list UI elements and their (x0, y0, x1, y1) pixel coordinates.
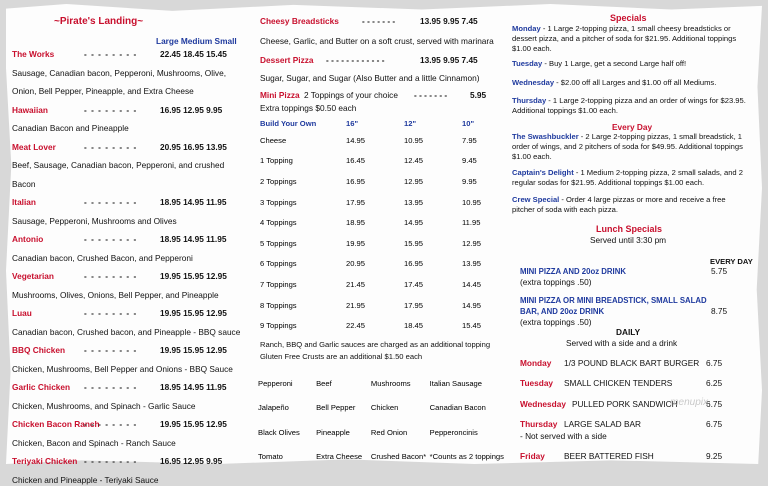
build-price-cell: 9.95 (462, 176, 477, 186)
pizza-description: Chicken and Pineapple - Teriyaki Sauce (12, 474, 159, 485)
pizza-prices: 19.95 15.95 12.95 (160, 345, 227, 355)
toppings-row (258, 371, 504, 396)
toppings-table (258, 371, 504, 469)
build-row (260, 192, 490, 213)
build-price-cell: 11.95 (462, 218, 481, 228)
pizza-description: Mushrooms, Olives, Onions, Bell Pepper, and Pineapple (12, 289, 219, 300)
breadsticks-prices: 13.95 9.95 7.45 (420, 16, 478, 26)
build-price-cell: 18.45 (404, 321, 424, 331)
lunch-title: Lunch Specials (596, 224, 663, 234)
build-size-label: 1 Topping (260, 156, 293, 166)
pizza-dots: - - - - - - - - (84, 308, 138, 318)
menupix-watermark: menupix (670, 397, 708, 408)
pizza-description: Chicken, Mushrooms, Bell Pepper and Onions - BBQ Sauce (12, 363, 233, 374)
build-price-cell: 14.45 (462, 279, 482, 289)
pizza-dots: - - - - - - - - (84, 382, 138, 392)
topping-name: Crushed Bacon* (370, 452, 427, 462)
sauce-note: Ranch, BBQ and Garlic sauces are charged as an additional topping (260, 340, 491, 349)
pizza-name: Meat Lover (12, 141, 56, 152)
combo-extra: (extra toppings .50) (520, 317, 592, 327)
topping-name: Mushrooms (370, 378, 411, 388)
build-table-header (260, 116, 490, 130)
pizza-name: Hawaiian (12, 104, 48, 115)
pizza-prices: 20.95 16.95 13.95 (160, 141, 227, 152)
special-name: Captain's Delight (512, 168, 574, 177)
pizza-dots: - - - - - - - - (84, 104, 138, 115)
special-item (512, 24, 748, 54)
build-row (260, 233, 490, 254)
build-header-cell: Build Your Own (260, 118, 317, 128)
every-day-label: EVERY DAY (710, 257, 753, 266)
pizza-prices: 19.95 15.95 12.95 (160, 419, 227, 429)
special-item (512, 78, 748, 88)
everyday-title: Every Day (612, 122, 653, 132)
pizza-description: Sausage, Canadian bacon, Pepperoni, Mushrooms, Olive, (12, 67, 227, 78)
pizza-prices: 18.95 14.95 11.95 (160, 234, 227, 244)
dessert-desc: Sugar, Sugar, and Sugar (Also Butter and a little Cinnamon) (260, 73, 480, 83)
daily-price: 6.75 (706, 419, 723, 429)
special-item (512, 132, 748, 162)
breadsticks-name: Cheesy Breadsticks (260, 16, 339, 26)
build-size-label: 2 Toppings (260, 176, 297, 186)
topping-name: Black Olives (258, 427, 300, 437)
topping-name: Chicken (370, 403, 399, 413)
daily-day: Monday (520, 358, 552, 368)
pizza-name: Chicken Bacon Ranch (12, 419, 100, 429)
pizza-prices: 16.95 12.95 9.95 (160, 104, 223, 115)
daily-day: Wednesday (520, 399, 566, 409)
special-name: Thursday (512, 96, 547, 105)
build-price-cell: 21.95 (346, 300, 366, 310)
pizza-description: Canadian bacon, Crushed bacon, and Pineapple - BBQ sauce (12, 326, 241, 337)
build-row (260, 315, 490, 336)
daily-item: PULLED PORK SANDWICH (572, 399, 678, 409)
pizza-description: Sausage, Pepperoni, Mushrooms and Olives (12, 215, 177, 226)
daily-item: BEER BATTERED FISH (564, 451, 654, 461)
daily-day: Tuesday (520, 378, 554, 388)
mini-pizza-name: Mini Pizza (260, 90, 300, 100)
special-item (512, 195, 748, 215)
pizza-prices: 18.95 14.95 11.95 (160, 382, 227, 392)
special-name: Crew Special (512, 195, 560, 204)
pizza-description: Chicken, Mushrooms, and Spinach - Garlic Sauce (12, 400, 196, 411)
build-size-label: 8 Toppings (260, 300, 297, 310)
daily-price: 6.25 (706, 378, 723, 388)
lunch-subtitle: Served until 3:30 pm (590, 235, 667, 245)
build-price-cell: 10.95 (404, 135, 424, 145)
combo-item: MINI PIZZA OR MINI BREADSTICK, SMALL SALAD BAR, AND 20oz DRINK (520, 296, 707, 316)
build-price-cell: 18.95 (346, 218, 366, 228)
special-text: - 1 Medium 2-topping pizza, 2 small salads, and 2 regular sodas for $21.95. Additional toppings $1.00 each. (512, 168, 743, 187)
pizza-dots: - - - - - - - - (84, 345, 138, 355)
pizza-dots: - - - - - - - - (84, 141, 138, 152)
pizza-prices: 18.95 14.95 11.95 (160, 197, 227, 207)
build-size-label: 6 Toppings (260, 259, 297, 269)
build-price-cell: 22.45 (346, 321, 366, 331)
pizza-prices: 19.95 15.95 12.95 (160, 308, 227, 318)
mini-pizza-dots: - - - - - - - (414, 90, 448, 100)
breadsticks-dots: - - - - - - - (362, 16, 396, 26)
topping-name: Pepperoni (258, 378, 293, 388)
build-row (260, 274, 490, 295)
build-size-label: 9 Toppings (260, 321, 297, 331)
pizza-prices: 19.95 15.95 12.95 (160, 271, 227, 281)
toppings-row (258, 445, 504, 470)
pizza-name: Teriyaki Chicken (12, 456, 78, 466)
dessert-prices: 13.95 9.95 7.45 (420, 55, 478, 65)
pizza-description: Bacon (12, 178, 36, 189)
build-price-cell: 12.95 (404, 176, 424, 186)
pizza-dots: - - - - - - - - (84, 49, 138, 59)
special-name: Monday (512, 24, 541, 33)
pizza-dots: - - - - - - - - (84, 419, 138, 429)
build-price-cell: 13.95 (462, 259, 482, 269)
topping-name: Italian Sausage (429, 378, 483, 388)
build-price-cell: 16.95 (404, 259, 424, 269)
build-price-cell: 12.95 (462, 238, 482, 248)
special-text: - Order 4 large pizzas or more and receive a free pitcher of soda with each pizza. (512, 195, 726, 214)
pizza-name: Luau (12, 308, 32, 318)
build-price-cell: 15.95 (404, 238, 424, 248)
daily-day: Friday (520, 451, 545, 461)
dessert-name: Dessert Pizza (260, 55, 314, 65)
toppings-row (258, 396, 504, 421)
build-price-cell: 9.45 (462, 156, 477, 166)
build-price-cell: 16.95 (346, 176, 366, 186)
daily-item: 1/3 POUND BLACK BART BURGER (564, 358, 700, 368)
special-text: - 1 Large 2-topping pizza, 1 small cheesy breadsticks or dessert pizza, and a pitcher of soda for $21.95. Additional toppings $1.00 each. (512, 24, 737, 53)
mini-drink-item: MINI PIZZA AND 20oz DRINK (520, 267, 626, 276)
special-name: Wednesday (512, 78, 555, 87)
daily-day: Thursday (520, 419, 558, 429)
pizza-prices: 22.45 18.45 15.45 (160, 49, 227, 59)
topping-name: Extra Cheese (316, 452, 363, 462)
pizza-description: Canadian bacon, Crushed Bacon, and Pepperoni (12, 252, 193, 263)
build-price-cell: 17.95 (404, 300, 424, 310)
special-text: - 2 Large 2-topping pizzas, 1 small breadstick, 1 order of wings, and 2 pitchers of soda for $49.95. Additional toppings $1.00 each. (512, 132, 743, 161)
daily-item: LARGE SALAD BAR (564, 419, 642, 429)
pizza-name: Garlic Chicken (12, 382, 71, 392)
topping-name: Beef (316, 378, 332, 388)
topping-name: Jalapeño (258, 403, 289, 413)
build-price-cell: 14.95 (346, 135, 366, 145)
special-item (512, 168, 748, 188)
build-header-cell: 16" (346, 118, 359, 128)
gluten-free-note: Gluten Free Crusts are an additional $1.50 each (260, 352, 423, 361)
pizza-name: Italian (12, 197, 36, 207)
size-header: Large Medium Small (156, 36, 237, 46)
topping-name: *Counts as 2 toppings (429, 452, 504, 462)
mini-pizza-price: 5.95 (470, 90, 487, 100)
special-item (512, 96, 748, 116)
pizza-name: Antonio (12, 234, 44, 244)
restaurant-title: ~Pirate's Landing~ (54, 16, 144, 27)
special-text: - 1 Large 2-topping pizza and an order of wings for $23.95. Additional toppings $1.00 each. (512, 96, 746, 115)
breadsticks-desc: Cheese, Garlic, and Butter on a soft crust, served with marinara (260, 36, 494, 46)
pizza-dots: - - - - - - - - (84, 456, 138, 466)
build-row (260, 212, 490, 233)
pizza-description: Chicken, Bacon and Spinach - Ranch Sauce (12, 437, 176, 448)
mini-drink-extra: (extra toppings .50) (520, 277, 592, 287)
build-price-cell: 20.95 (346, 259, 366, 269)
topping-name: Tomato (258, 452, 283, 462)
build-price-cell: 17.95 (346, 197, 366, 207)
build-row (260, 295, 490, 316)
build-price-cell: 14.95 (462, 300, 482, 310)
topping-name: Pineapple (316, 427, 350, 437)
thursday-note: - Not served with a side (520, 431, 607, 441)
build-your-own-table (260, 116, 490, 336)
topping-name: Pepperoncinis (429, 427, 478, 437)
pizza-name: Vegetarian (12, 271, 54, 281)
pizza-prices: 16.95 12.95 9.95 (160, 456, 223, 466)
build-price-cell: 21.45 (346, 279, 366, 289)
build-size-label: 4 Toppings (260, 218, 297, 228)
daily-price: 9.25 (706, 451, 723, 461)
pizza-dots: - - - - - - - - (84, 271, 138, 281)
daily-item: SMALL CHICKEN TENDERS (564, 378, 673, 388)
build-price-cell: 17.45 (404, 279, 424, 289)
build-price-cell: 15.45 (462, 321, 482, 331)
build-row (260, 130, 490, 151)
dessert-dots: - - - - - - - - - - - - (326, 55, 385, 65)
daily-subtitle: Served with a side and a drink (566, 338, 678, 348)
pizza-description: Beef, Sausage, Canadian bacon, Pepperoni, and crushed (12, 160, 225, 170)
daily-price: 6.75 (706, 358, 723, 368)
mini-drink-price: 5.75 (711, 266, 728, 276)
build-price-cell: 14.95 (404, 218, 424, 228)
build-size-label: 3 Toppings (260, 197, 297, 207)
special-text: - $2.00 off all Larges and $1.00 off all Mediums. (554, 78, 717, 87)
build-row (260, 151, 490, 172)
build-size-label: 7 Toppings (260, 279, 297, 289)
mini-pizza-text: 2 Toppings of your choice (304, 90, 398, 100)
special-name: The Swashbuckler (512, 132, 579, 141)
build-price-cell: 10.95 (462, 197, 482, 207)
build-price-cell: 7.95 (462, 135, 477, 145)
pizza-dots: - - - - - - - - (84, 234, 138, 244)
combo-price: 8.75 (711, 306, 728, 316)
build-price-cell: 19.95 (346, 238, 366, 248)
build-size-label: 5 Toppings (260, 238, 297, 248)
pizza-name: BBQ Chicken (12, 345, 66, 355)
build-header-cell: 10" (462, 118, 475, 128)
special-item (512, 59, 748, 69)
toppings-row (258, 420, 504, 445)
build-header-cell: 12" (404, 118, 417, 128)
pizza-dots: - - - - - - - - (84, 197, 138, 207)
topping-name: Red Onion (370, 427, 408, 437)
pizza-description: Onion, Bell Pepper, Pineapple, and Extra Cheese (12, 86, 194, 96)
daily-label: DAILY (616, 327, 641, 337)
daily-price: 6.75 (706, 399, 723, 409)
pizza-description: Canadian Bacon and Pineapple (12, 123, 129, 133)
build-price-cell: 13.95 (404, 197, 424, 207)
special-name: Tuesday (512, 59, 543, 68)
build-row (260, 171, 490, 192)
pizza-name: The Works (12, 49, 55, 59)
build-price-cell: 12.45 (404, 156, 424, 166)
build-size-label: Cheese (260, 135, 287, 145)
special-text: - Buy 1 Large, get a second Large half off! (542, 59, 687, 68)
build-row (260, 254, 490, 275)
topping-name: Canadian Bacon (429, 403, 486, 413)
build-price-cell: 16.45 (346, 156, 366, 166)
topping-name: Bell Pepper (316, 403, 356, 413)
mini-pizza-extra: Extra toppings $0.50 each (260, 103, 357, 113)
specials-title: Specials (610, 13, 647, 23)
